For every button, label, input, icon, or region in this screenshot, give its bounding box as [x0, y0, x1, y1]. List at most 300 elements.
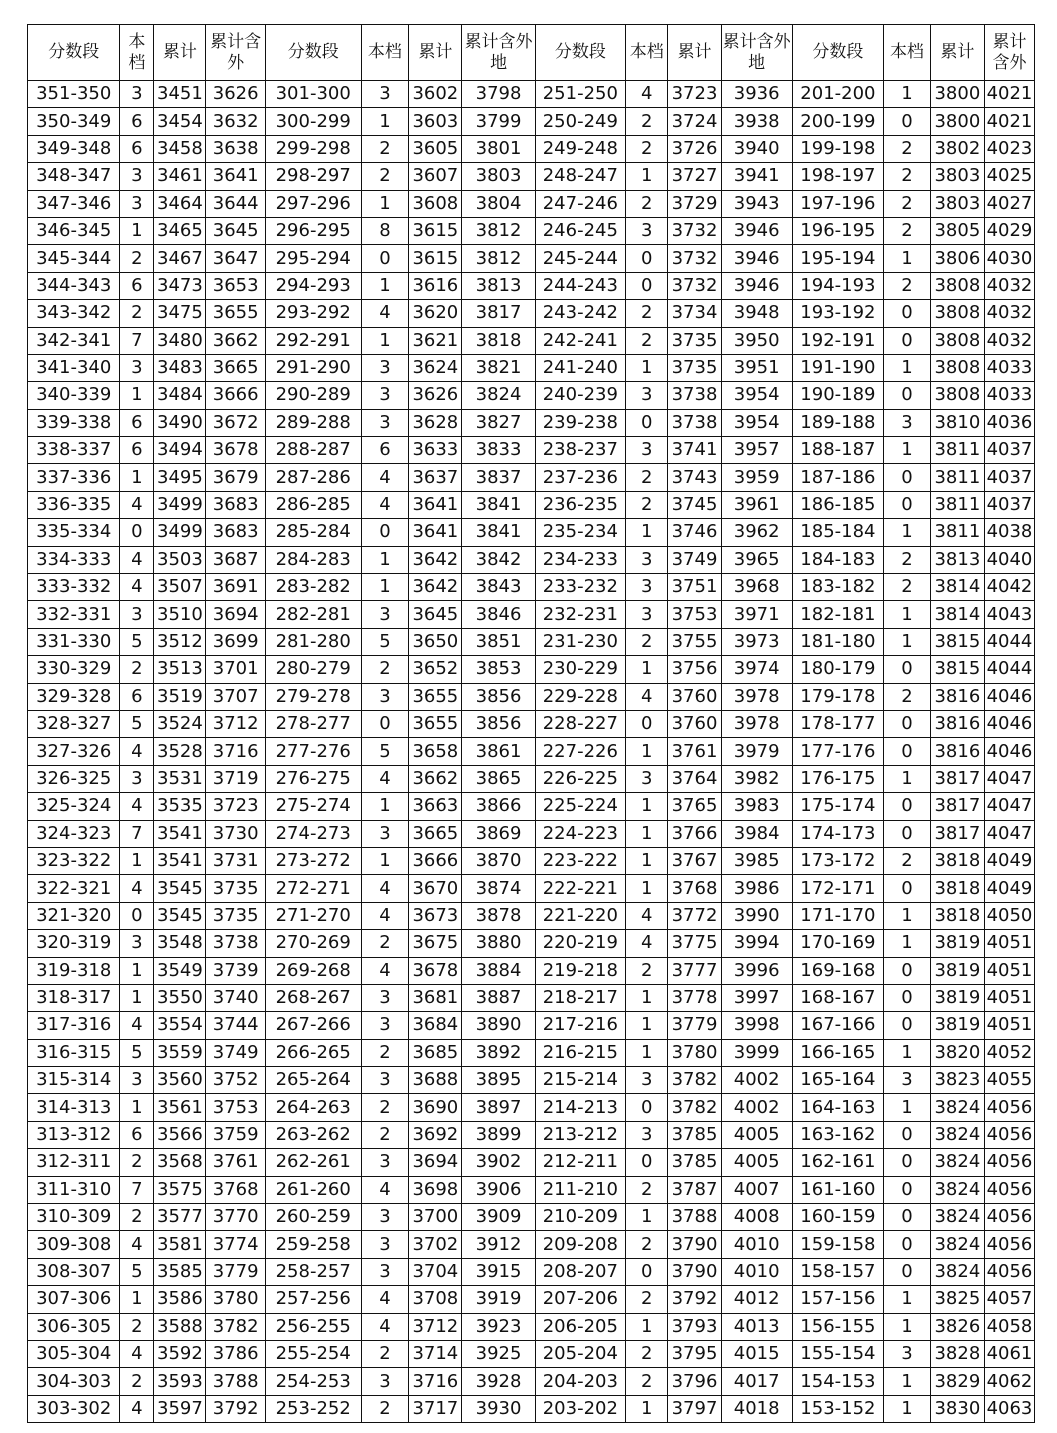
cell-group2-count: 5 [361, 628, 409, 655]
cell-group2-cumulative-incl-outside: 3919 [462, 1286, 535, 1313]
cell-group3-cumulative: 3761 [668, 738, 721, 765]
cell-group1-cumulative-incl-outside: 3730 [206, 820, 265, 847]
cell-group1-score-range: 320-319 [28, 930, 120, 957]
cell-group4-score-range: 201-200 [792, 81, 883, 108]
cell-group3-count: 3 [625, 382, 667, 409]
cell-group2-cumulative-incl-outside: 3878 [462, 902, 535, 929]
cell-group2-cumulative-incl-outside: 3841 [462, 519, 535, 546]
cell-group3-score-range: 218-217 [535, 984, 625, 1011]
cell-group4-count: 0 [884, 957, 931, 984]
cell-group1-cumulative-incl-outside: 3770 [206, 1204, 265, 1231]
cell-group4-cumulative: 3824 [930, 1149, 984, 1176]
cell-group4-cumulative-incl-outside: 4056 [984, 1176, 1034, 1203]
cell-group1-cumulative-incl-outside: 3647 [206, 245, 265, 272]
cell-group4-count: 1 [884, 1039, 931, 1066]
cell-group1-count: 5 [120, 710, 154, 737]
cell-group4-cumulative: 3824 [930, 1176, 984, 1203]
cell-group2-score-range: 295-294 [265, 245, 361, 272]
cell-group4-cumulative-incl-outside: 4051 [984, 1012, 1034, 1039]
cell-group3-score-range: 246-245 [535, 217, 625, 244]
cell-group3-cumulative: 3732 [668, 272, 721, 299]
cell-group3-cumulative: 3788 [668, 1204, 721, 1231]
cell-group3-score-range: 249-248 [535, 135, 625, 162]
cell-group2-score-range: 287-286 [265, 464, 361, 491]
cell-group1-score-range: 321-320 [28, 902, 120, 929]
cell-group4-cumulative: 3818 [930, 875, 984, 902]
cell-group1-count: 3 [120, 1067, 154, 1094]
cell-group1-cumulative: 3473 [154, 272, 206, 299]
cell-group2-count: 3 [361, 1368, 409, 1395]
cell-group1-count: 2 [120, 1313, 154, 1340]
cell-group4-score-range: 176-175 [792, 765, 883, 792]
table-row [28, 519, 1035, 546]
cell-group3-cumulative: 3765 [668, 793, 721, 820]
cell-group4-count: 2 [884, 217, 931, 244]
header-group4-score-range: 分数段 [792, 25, 883, 81]
cell-group1-count: 7 [120, 820, 154, 847]
cell-group1-score-range: 312-311 [28, 1149, 120, 1176]
cell-group1-score-range: 336-335 [28, 491, 120, 518]
cell-group4-cumulative: 3808 [930, 300, 984, 327]
cell-group3-score-range: 220-219 [535, 930, 625, 957]
cell-group4-count: 0 [884, 300, 931, 327]
cell-group4-cumulative-incl-outside: 4021 [984, 108, 1034, 135]
cell-group1-cumulative-incl-outside: 3641 [206, 163, 265, 190]
cell-group4-cumulative: 3816 [930, 738, 984, 765]
cell-group1-cumulative-incl-outside: 3739 [206, 957, 265, 984]
cell-group3-cumulative-incl-outside: 3994 [721, 930, 792, 957]
cell-group1-count: 1 [120, 847, 154, 874]
cell-group4-cumulative: 3828 [930, 1340, 984, 1367]
cell-group3-count: 4 [625, 930, 667, 957]
table-row [28, 601, 1035, 628]
cell-group1-cumulative: 3480 [154, 327, 206, 354]
cell-group2-cumulative-incl-outside: 3812 [462, 217, 535, 244]
cell-group3-count: 2 [625, 1176, 667, 1203]
cell-group4-cumulative-incl-outside: 4043 [984, 601, 1034, 628]
cell-group1-score-range: 343-342 [28, 300, 120, 327]
cell-group4-cumulative: 3818 [930, 902, 984, 929]
cell-group4-cumulative: 3819 [930, 930, 984, 957]
cell-group4-score-range: 189-188 [792, 409, 883, 436]
cell-group4-count: 0 [884, 1121, 931, 1148]
cell-group4-score-range: 168-167 [792, 984, 883, 1011]
cell-group2-cumulative: 3624 [409, 354, 462, 381]
cell-group2-score-range: 299-298 [265, 135, 361, 162]
cell-group3-count: 3 [625, 1067, 667, 1094]
cell-group4-score-range: 192-191 [792, 327, 883, 354]
cell-group1-count: 3 [120, 601, 154, 628]
cell-group3-score-range: 207-206 [535, 1286, 625, 1313]
table-row [28, 382, 1035, 409]
cell-group4-count: 1 [884, 1094, 931, 1121]
cell-group1-cumulative-incl-outside: 3779 [206, 1258, 265, 1285]
table-row [28, 1094, 1035, 1121]
cell-group1-cumulative: 3512 [154, 628, 206, 655]
cell-group3-cumulative-incl-outside: 3990 [721, 902, 792, 929]
cell-group3-cumulative-incl-outside: 3986 [721, 875, 792, 902]
cell-group2-cumulative-incl-outside: 3861 [462, 738, 535, 765]
cell-group2-count: 2 [361, 163, 409, 190]
cell-group2-cumulative: 3673 [409, 902, 462, 929]
cell-group2-cumulative-incl-outside: 3895 [462, 1067, 535, 1094]
cell-group1-count: 1 [120, 1094, 154, 1121]
cell-group1-count: 3 [120, 765, 154, 792]
cell-group4-score-range: 167-166 [792, 1012, 883, 1039]
header-group1-cumulative-incl-outside: 累计含外 [206, 25, 265, 81]
cell-group1-count: 3 [120, 354, 154, 381]
cell-group2-cumulative: 3688 [409, 1067, 462, 1094]
cell-group3-cumulative: 3738 [668, 382, 721, 409]
cell-group2-cumulative: 3633 [409, 437, 462, 464]
cell-group3-cumulative-incl-outside: 3948 [721, 300, 792, 327]
cell-group1-count: 5 [120, 628, 154, 655]
cell-group2-count: 0 [361, 519, 409, 546]
cell-group4-cumulative: 3814 [930, 601, 984, 628]
cell-group1-count: 1 [120, 217, 154, 244]
cell-group1-cumulative-incl-outside: 3632 [206, 108, 265, 135]
cell-group4-cumulative-incl-outside: 4056 [984, 1121, 1034, 1148]
cell-group3-cumulative: 3753 [668, 601, 721, 628]
cell-group4-score-range: 159-158 [792, 1231, 883, 1258]
cell-group3-score-range: 222-221 [535, 875, 625, 902]
cell-group2-cumulative-incl-outside: 3841 [462, 491, 535, 518]
cell-group3-count: 3 [625, 574, 667, 601]
cell-group4-score-range: 157-156 [792, 1286, 883, 1313]
cell-group3-count: 1 [625, 519, 667, 546]
cell-group1-score-range: 317-316 [28, 1012, 120, 1039]
cell-group1-score-range: 344-343 [28, 272, 120, 299]
cell-group3-cumulative-incl-outside: 3961 [721, 491, 792, 518]
cell-group4-cumulative: 3815 [930, 628, 984, 655]
cell-group4-score-range: 171-170 [792, 902, 883, 929]
cell-group1-cumulative: 3575 [154, 1176, 206, 1203]
cell-group3-cumulative: 3775 [668, 930, 721, 957]
table-body [28, 81, 1035, 1423]
cell-group1-score-range: 304-303 [28, 1368, 120, 1395]
cell-group3-cumulative: 3792 [668, 1286, 721, 1313]
cell-group2-score-range: 292-291 [265, 327, 361, 354]
cell-group2-cumulative-incl-outside: 3856 [462, 710, 535, 737]
table-row [28, 1176, 1035, 1203]
cell-group1-cumulative: 3483 [154, 354, 206, 381]
cell-group1-score-range: 323-322 [28, 847, 120, 874]
cell-group3-score-range: 225-224 [535, 793, 625, 820]
cell-group4-cumulative-incl-outside: 4055 [984, 1067, 1034, 1094]
cell-group4-score-range: 166-165 [792, 1039, 883, 1066]
cell-group1-score-range: 306-305 [28, 1313, 120, 1340]
cell-group3-cumulative: 3797 [668, 1395, 721, 1422]
cell-group4-cumulative-incl-outside: 4037 [984, 437, 1034, 464]
cell-group1-score-range: 349-348 [28, 135, 120, 162]
cell-group3-cumulative-incl-outside: 3984 [721, 820, 792, 847]
cell-group2-cumulative-incl-outside: 3884 [462, 957, 535, 984]
cell-group1-score-range: 333-332 [28, 574, 120, 601]
cell-group2-cumulative-incl-outside: 3821 [462, 354, 535, 381]
cell-group2-score-range: 256-255 [265, 1313, 361, 1340]
cell-group3-cumulative: 3766 [668, 820, 721, 847]
cell-group2-cumulative: 3607 [409, 163, 462, 190]
cell-group2-cumulative-incl-outside: 3812 [462, 245, 535, 272]
cell-group1-cumulative: 3503 [154, 546, 206, 573]
cell-group3-cumulative: 3785 [668, 1149, 721, 1176]
cell-group2-cumulative: 3603 [409, 108, 462, 135]
cell-group4-cumulative: 3829 [930, 1368, 984, 1395]
cell-group1-score-range: 328-327 [28, 710, 120, 737]
cell-group2-cumulative: 3716 [409, 1368, 462, 1395]
cell-group2-score-range: 255-254 [265, 1340, 361, 1367]
cell-group1-cumulative-incl-outside: 3731 [206, 847, 265, 874]
cell-group2-count: 3 [361, 1067, 409, 1094]
cell-group2-cumulative: 3637 [409, 464, 462, 491]
cell-group1-score-range: 313-312 [28, 1121, 120, 1148]
cell-group1-cumulative-incl-outside: 3792 [206, 1395, 265, 1422]
cell-group1-cumulative-incl-outside: 3626 [206, 81, 265, 108]
cell-group3-cumulative-incl-outside: 3971 [721, 601, 792, 628]
cell-group1-score-range: 307-306 [28, 1286, 120, 1313]
cell-group3-count: 1 [625, 354, 667, 381]
cell-group4-score-range: 181-180 [792, 628, 883, 655]
cell-group1-score-range: 315-314 [28, 1067, 120, 1094]
table-row [28, 1395, 1035, 1422]
cell-group3-count: 1 [625, 1395, 667, 1422]
cell-group3-count: 2 [625, 1340, 667, 1367]
cell-group2-cumulative-incl-outside: 3865 [462, 765, 535, 792]
cell-group2-count: 4 [361, 1286, 409, 1313]
cell-group1-cumulative: 3541 [154, 820, 206, 847]
cell-group1-cumulative-incl-outside: 3759 [206, 1121, 265, 1148]
cell-group2-score-range: 259-258 [265, 1231, 361, 1258]
cell-group4-score-range: 190-189 [792, 382, 883, 409]
cell-group1-cumulative-incl-outside: 3662 [206, 327, 265, 354]
table-row [28, 437, 1035, 464]
cell-group1-cumulative-incl-outside: 3694 [206, 601, 265, 628]
cell-group3-count: 1 [625, 820, 667, 847]
cell-group1-count: 6 [120, 1121, 154, 1148]
cell-group4-count: 1 [884, 354, 931, 381]
cell-group4-count: 1 [884, 930, 931, 957]
cell-group2-count: 2 [361, 930, 409, 957]
cell-group3-cumulative-incl-outside: 3996 [721, 957, 792, 984]
cell-group1-score-range: 327-326 [28, 738, 120, 765]
cell-group1-cumulative: 3545 [154, 875, 206, 902]
cell-group4-cumulative-incl-outside: 4029 [984, 217, 1034, 244]
cell-group2-count: 2 [361, 135, 409, 162]
cell-group1-count: 4 [120, 1395, 154, 1422]
cell-group1-count: 4 [120, 1012, 154, 1039]
cell-group4-count: 1 [884, 1313, 931, 1340]
cell-group2-cumulative-incl-outside: 3874 [462, 875, 535, 902]
cell-group1-score-range: 345-344 [28, 245, 120, 272]
cell-group2-cumulative: 3690 [409, 1094, 462, 1121]
cell-group3-count: 2 [625, 1368, 667, 1395]
cell-group1-score-range: 330-329 [28, 656, 120, 683]
cell-group4-cumulative: 3808 [930, 272, 984, 299]
cell-group3-cumulative: 3795 [668, 1340, 721, 1367]
cell-group3-cumulative: 3780 [668, 1039, 721, 1066]
cell-group2-count: 4 [361, 1313, 409, 1340]
cell-group3-cumulative: 3749 [668, 546, 721, 573]
cell-group2-cumulative: 3704 [409, 1258, 462, 1285]
cell-group2-score-range: 300-299 [265, 108, 361, 135]
cell-group4-cumulative-incl-outside: 4036 [984, 409, 1034, 436]
cell-group3-score-range: 209-208 [535, 1231, 625, 1258]
cell-group4-cumulative: 3811 [930, 491, 984, 518]
cell-group2-count: 4 [361, 491, 409, 518]
cell-group1-cumulative-incl-outside: 3735 [206, 875, 265, 902]
cell-group2-count: 5 [361, 738, 409, 765]
cell-group4-cumulative: 3808 [930, 354, 984, 381]
cell-group3-cumulative-incl-outside: 4015 [721, 1340, 792, 1367]
cell-group3-score-range: 238-237 [535, 437, 625, 464]
cell-group4-count: 0 [884, 820, 931, 847]
cell-group4-cumulative-incl-outside: 4047 [984, 793, 1034, 820]
cell-group4-count: 2 [884, 683, 931, 710]
cell-group4-cumulative: 3813 [930, 546, 984, 573]
cell-group1-cumulative-incl-outside: 3678 [206, 437, 265, 464]
cell-group2-count: 2 [361, 656, 409, 683]
cell-group1-cumulative: 3550 [154, 984, 206, 1011]
cell-group4-cumulative-incl-outside: 4051 [984, 930, 1034, 957]
cell-group2-cumulative: 3685 [409, 1039, 462, 1066]
cell-group4-cumulative-incl-outside: 4027 [984, 190, 1034, 217]
header-group4-cumulative: 累计 [930, 25, 984, 81]
cell-group4-cumulative-incl-outside: 4033 [984, 354, 1034, 381]
cell-group4-cumulative-incl-outside: 4032 [984, 300, 1034, 327]
cell-group3-count: 4 [625, 683, 667, 710]
cell-group2-cumulative: 3602 [409, 81, 462, 108]
cell-group2-count: 1 [361, 108, 409, 135]
cell-group4-cumulative-incl-outside: 4052 [984, 1039, 1034, 1066]
cell-group3-count: 1 [625, 875, 667, 902]
cell-group1-cumulative: 3548 [154, 930, 206, 957]
cell-group4-score-range: 200-199 [792, 108, 883, 135]
cell-group2-cumulative: 3616 [409, 272, 462, 299]
cell-group3-cumulative-incl-outside: 4002 [721, 1094, 792, 1121]
cell-group2-count: 8 [361, 217, 409, 244]
table-row [28, 738, 1035, 765]
cell-group2-cumulative: 3678 [409, 957, 462, 984]
cell-group4-cumulative: 3825 [930, 1286, 984, 1313]
cell-group1-score-range: 331-330 [28, 628, 120, 655]
cell-group3-count: 3 [625, 601, 667, 628]
cell-group3-cumulative-incl-outside: 3936 [721, 81, 792, 108]
cell-group2-cumulative-incl-outside: 3866 [462, 793, 535, 820]
cell-group2-count: 4 [361, 464, 409, 491]
cell-group1-cumulative-incl-outside: 3761 [206, 1149, 265, 1176]
cell-group4-count: 1 [884, 1286, 931, 1313]
cell-group3-cumulative: 3732 [668, 217, 721, 244]
cell-group2-cumulative-incl-outside: 3851 [462, 628, 535, 655]
cell-group2-cumulative: 3717 [409, 1395, 462, 1422]
cell-group3-cumulative: 3738 [668, 409, 721, 436]
table-row [28, 327, 1035, 354]
cell-group1-cumulative-incl-outside: 3786 [206, 1340, 265, 1367]
cell-group1-cumulative: 3586 [154, 1286, 206, 1313]
header-group2-score-range: 分数段 [265, 25, 361, 81]
cell-group3-cumulative: 3764 [668, 765, 721, 792]
cell-group2-count: 2 [361, 1340, 409, 1367]
cell-group4-score-range: 188-187 [792, 437, 883, 464]
cell-group4-count: 0 [884, 984, 931, 1011]
cell-group3-cumulative-incl-outside: 3962 [721, 519, 792, 546]
cell-group2-count: 3 [361, 601, 409, 628]
cell-group1-cumulative-incl-outside: 3719 [206, 765, 265, 792]
cell-group2-cumulative-incl-outside: 3887 [462, 984, 535, 1011]
cell-group4-score-range: 162-161 [792, 1149, 883, 1176]
cell-group3-cumulative-incl-outside: 3999 [721, 1039, 792, 1066]
cell-group4-cumulative-incl-outside: 4046 [984, 683, 1034, 710]
cell-group3-score-range: 235-234 [535, 519, 625, 546]
header-group1-score-range: 分数段 [28, 25, 120, 81]
cell-group1-count: 4 [120, 738, 154, 765]
table-row [28, 409, 1035, 436]
header-group1-count: 本档 [120, 25, 154, 81]
cell-group4-score-range: 196-195 [792, 217, 883, 244]
cell-group4-score-range: 163-162 [792, 1121, 883, 1148]
cell-group4-count: 0 [884, 793, 931, 820]
table-row [28, 574, 1035, 601]
table-row [28, 710, 1035, 737]
cell-group4-count: 0 [884, 327, 931, 354]
cell-group3-cumulative: 3724 [668, 108, 721, 135]
cell-group2-score-range: 273-272 [265, 847, 361, 874]
cell-group3-cumulative: 3768 [668, 875, 721, 902]
cell-group2-cumulative-incl-outside: 3799 [462, 108, 535, 135]
cell-group2-cumulative-incl-outside: 3801 [462, 135, 535, 162]
cell-group2-cumulative: 3665 [409, 820, 462, 847]
cell-group1-count: 3 [120, 163, 154, 190]
cell-group1-cumulative: 3467 [154, 245, 206, 272]
cell-group2-count: 4 [361, 875, 409, 902]
cell-group3-cumulative: 3767 [668, 847, 721, 874]
table-row [28, 765, 1035, 792]
cell-group2-score-range: 284-283 [265, 546, 361, 573]
table-row [28, 1067, 1035, 1094]
cell-group1-cumulative: 3561 [154, 1094, 206, 1121]
header-group3-score-range: 分数段 [535, 25, 625, 81]
cell-group2-score-range: 275-274 [265, 793, 361, 820]
cell-group1-count: 4 [120, 793, 154, 820]
table-row [28, 217, 1035, 244]
cell-group3-count: 2 [625, 300, 667, 327]
table-row [28, 135, 1035, 162]
table-row [28, 546, 1035, 573]
table-row [28, 1286, 1035, 1313]
cell-group2-cumulative: 3655 [409, 683, 462, 710]
cell-group4-count: 3 [884, 1340, 931, 1367]
cell-group4-count: 0 [884, 1231, 931, 1258]
cell-group3-count: 0 [625, 272, 667, 299]
cell-group4-count: 3 [884, 409, 931, 436]
cell-group4-cumulative: 3816 [930, 683, 984, 710]
cell-group2-count: 3 [361, 81, 409, 108]
cell-group2-cumulative: 3626 [409, 382, 462, 409]
cell-group2-cumulative-incl-outside: 3890 [462, 1012, 535, 1039]
table-row [28, 683, 1035, 710]
cell-group1-count: 6 [120, 272, 154, 299]
cell-group3-count: 2 [625, 1231, 667, 1258]
cell-group4-cumulative-incl-outside: 4032 [984, 327, 1034, 354]
cell-group3-cumulative: 3760 [668, 683, 721, 710]
cell-group3-count: 0 [625, 710, 667, 737]
cell-group2-cumulative: 3694 [409, 1149, 462, 1176]
cell-group1-count: 0 [120, 519, 154, 546]
cell-group2-cumulative-incl-outside: 3827 [462, 409, 535, 436]
cell-group4-score-range: 182-181 [792, 601, 883, 628]
cell-group2-count: 3 [361, 1149, 409, 1176]
cell-group1-cumulative: 3513 [154, 656, 206, 683]
